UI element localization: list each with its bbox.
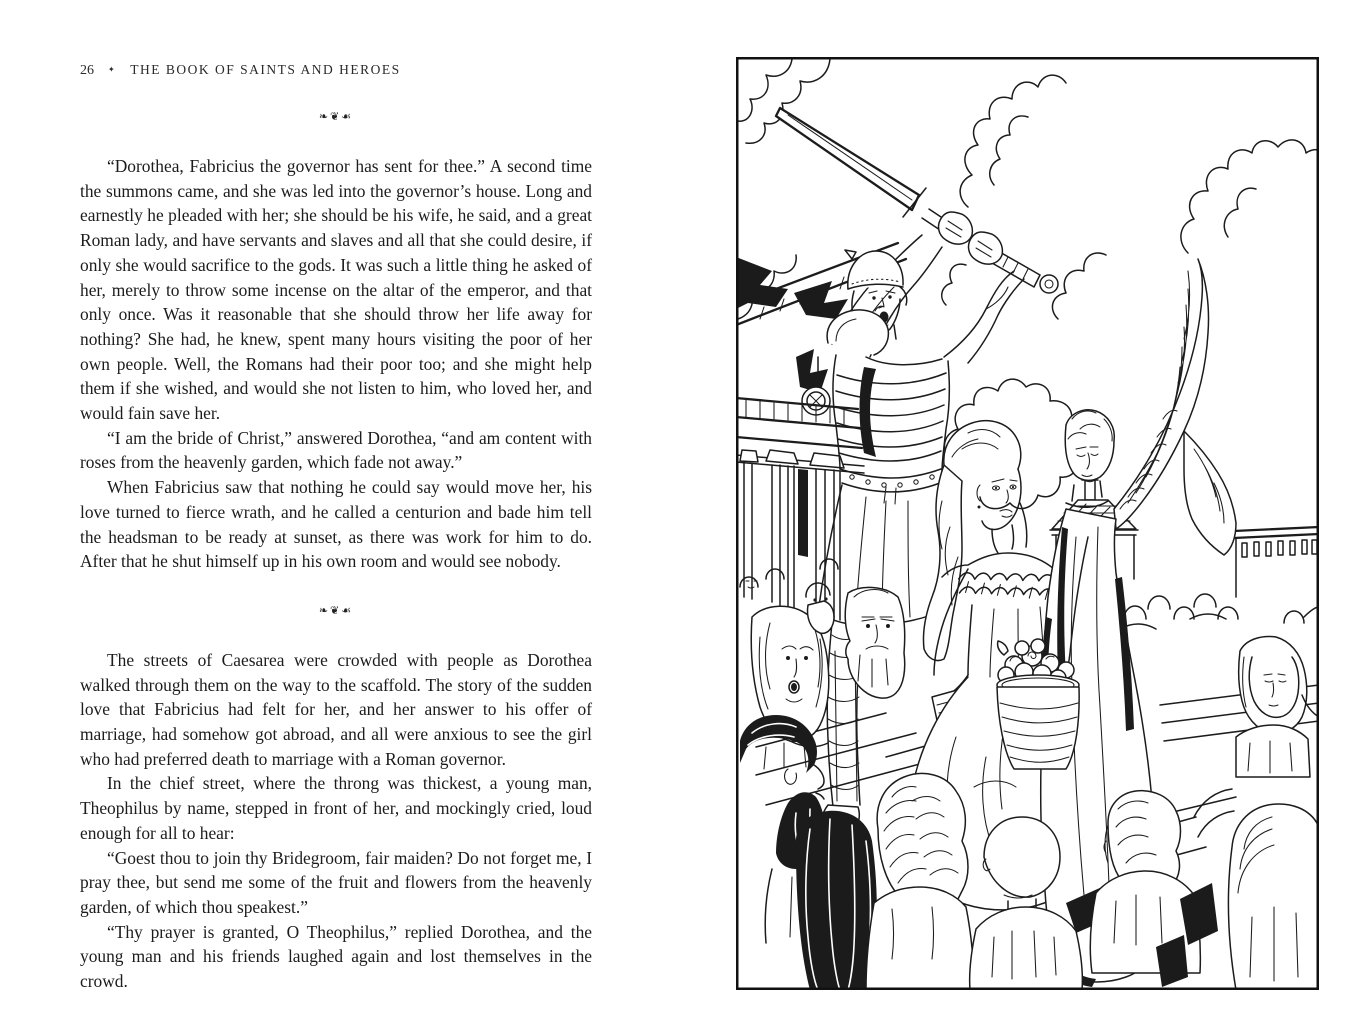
- page-number: 26: [80, 63, 94, 78]
- paragraph-1: “Dorothea, Fabricius the governor has sent for thee.” A second time the summons came, and she was led into the governor’s house. Long and earnestly he pleaded with her; she should be his wife, he said, and a great Roman lady, and have servants and slaves and all that she could desire, if only she would sacrifice to the gods. It was such a little thing he asked of her, merely to throw some incense on the altar of the emperor, and that only once. Was it reasonable that she should throw her life away for nothing? She had, he knew, spent many hours visiting the poor of her own people. Well, the Romans had their poor too; and she might help them if she wished, and would she not listen to him, who loved her, and would fain save her.: [80, 156, 592, 424]
- angel-wing: [1114, 259, 1236, 555]
- paragraph-7: “Thy prayer is granted, O Theophilus,” replied Dorothea, and the young man and his friends laughed again and lost themselves in the crowd.: [80, 921, 592, 992]
- foreground-wavyhair-figure: [866, 773, 974, 990]
- section-divider-ornament-icon: ❧❦☙: [318, 604, 354, 617]
- paragraph-6: “Goest thou to join thy Bridegroom, fair maiden? Do not forget me, I pray thee, but send me some of the fruit and flowers from the heavenly garden, of which thou speakest.”: [80, 847, 592, 917]
- hooded-woman: [1236, 607, 1319, 777]
- illustration-plate: [736, 57, 1319, 990]
- paragraph-2: “I am the bride of Christ,” answered Dorothea, “and am content with roses from the heavenly garden, which fade not away.”: [80, 427, 592, 473]
- left-page: [80, 62, 592, 994]
- dorothea-face: [977, 469, 1021, 553]
- illustration-drawing: [736, 57, 1319, 990]
- crowd-left: [746, 583, 905, 769]
- running-header: [80, 62, 592, 80]
- sword: [776, 108, 1058, 293]
- paragraph-3: When Fabricius saw that nothing he could say would move her, his love turned to fierce wrath, and he called a centurion and bade him tell the headsman to be ready at sunset, as there was work for him to do. After that he shut himself up in his own room and would see nobody.: [80, 477, 592, 572]
- running-title: THE BOOK OF SAINTS AND HEROES: [130, 62, 401, 77]
- foreground-longhair-woman: [796, 811, 877, 990]
- section-divider-ornament-icon: ❧❦☙: [318, 111, 354, 123]
- soldier-hands: [939, 212, 1003, 264]
- paragraph-5: In the chief street, where the throng was thickest, a young man, Theophilus by name, stepped in front of her, and mockingly cried, loud enough for all to hear:: [80, 773, 592, 843]
- building-far-right: [1234, 527, 1319, 597]
- paragraph-4: The streets of Caesarea were crowded with people as Dorothea walked through them on the way to the scaffold. The story of the sudden love that Fabricius had felt for her, and her answer to his offer of marriage, had somehow got abroad, and all were anxious to see the girl who had preferred death to marriage with a Roman governor.: [80, 649, 592, 769]
- dorothea-hair: [923, 421, 1026, 661]
- header-ornament-icon: ✦: [108, 65, 117, 74]
